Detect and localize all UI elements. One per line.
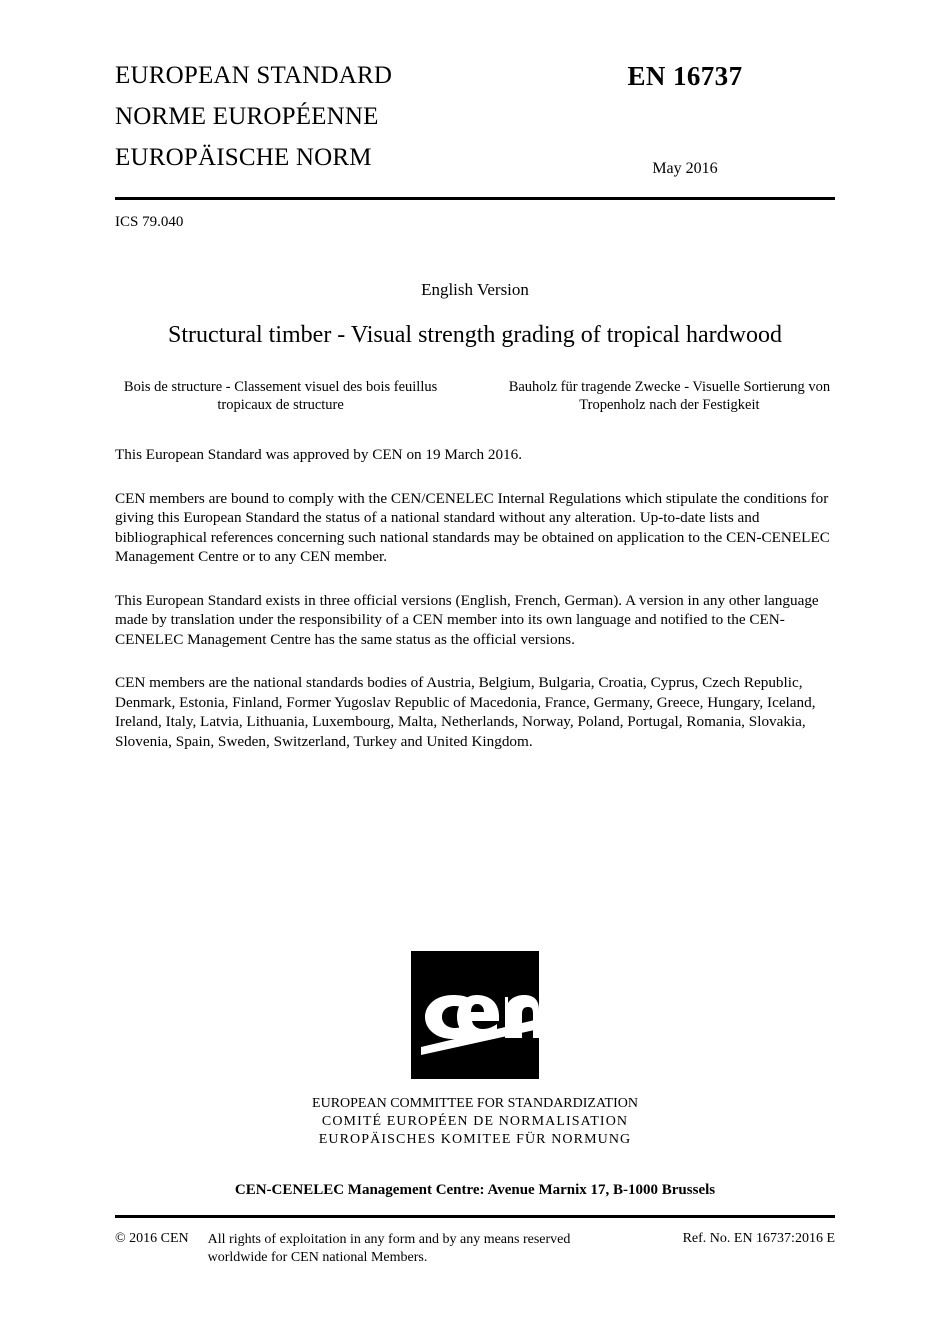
organisation-names — [115, 1095, 835, 1149]
organisation-name-de: EUROPÄISCHES KOMITEE FÜR NORMUNG — [318, 1132, 632, 1147]
document-header — [115, 0, 835, 178]
translated-titles — [115, 378, 835, 414]
version-label: English Version — [421, 280, 529, 299]
reference-number: Ref. No. EN 16737:2016 E — [682, 1231, 835, 1246]
organisation-name-en: EUROPEAN COMMITTEE FOR STANDARDIZATION — [312, 1096, 638, 1111]
approval-paragraph: This European Standard was approved by CEN on 19 March 2016. — [115, 446, 523, 463]
organisation-name-fr: COMITÉ EUROPÉEN DE NORMALISATION — [321, 1114, 629, 1129]
management-centre-address: CEN-CENELEC Management Centre: Avenue Marnix 17, B-1000 Brussels — [234, 1182, 716, 1198]
header-divider — [115, 197, 835, 200]
title-german: Bauholz für tragende Zwecke - Visuelle Sortierung von Tropenholz nach der Festigkeit — [508, 379, 831, 413]
footer-divider — [115, 1215, 835, 1218]
document-footer — [115, 1231, 835, 1267]
member-bodies-paragraph: CEN members are the national standards bodies of Austria, Belgium, Bulgaria, Croatia, Cyprus, Czech Republic, Denmark, Estonia, Finland, Former Yugoslav Republic of Macedonia, France, Germany, Greece, Hungary, Iceland, Ireland, Italy, Latvia, Lithuania, Luxembourg, Malta, Netherlands, Norway, Poland, Portugal, Romania, Slovakia, Slovenia, Spain, Sweden, Switzerland, Turkey and United Kingdom. — [115, 674, 816, 750]
standard-number: EN 16737 — [627, 61, 743, 91]
standard-type-block — [115, 55, 535, 178]
standard-type-en: EUROPEAN STANDARD — [115, 62, 393, 89]
page-title: Structural timber - Visual strength grading of tropical hardwood — [168, 322, 782, 348]
footer-left — [115, 1231, 608, 1267]
standard-type-de: EUROPÄISCHE NORM — [115, 144, 372, 171]
rights-notice: All rights of exploitation in any form and by any means reserved worldwide for CEN national Members. — [207, 1232, 571, 1265]
official-versions-paragraph: This European Standard exists in three official versions (English, French, German). A version in any other language made by translation under the responsibility of a CEN member into its own language and notified to the CEN-CENELEC Management Centre has the same status as the official versions. — [115, 591, 819, 648]
copyright-notice: © 2016 CEN — [115, 1231, 189, 1246]
standard-type-fr: NORME EUROPÉENNE — [115, 103, 379, 130]
logo-block — [115, 951, 835, 1084]
standard-id-block — [535, 55, 835, 178]
title-french: Bois de structure - Classement visuel des bois feuillus tropicaux de structure — [123, 379, 438, 413]
standard-date: May 2016 — [652, 160, 718, 177]
ics-code: ICS 79.040 — [115, 214, 184, 230]
members-obligations-paragraph: CEN members are bound to comply with the CEN/CENELEC Internal Regulations which stipulate the conditions for giving this European Standard the status of a national standard without any alteration. Up-to-date lists and bibliographical references concerning such national standards may be obtained on application to the CEN-CENELEC Management Centre or to any CEN member. — [115, 489, 830, 565]
cen-logo-icon — [411, 951, 539, 1079]
